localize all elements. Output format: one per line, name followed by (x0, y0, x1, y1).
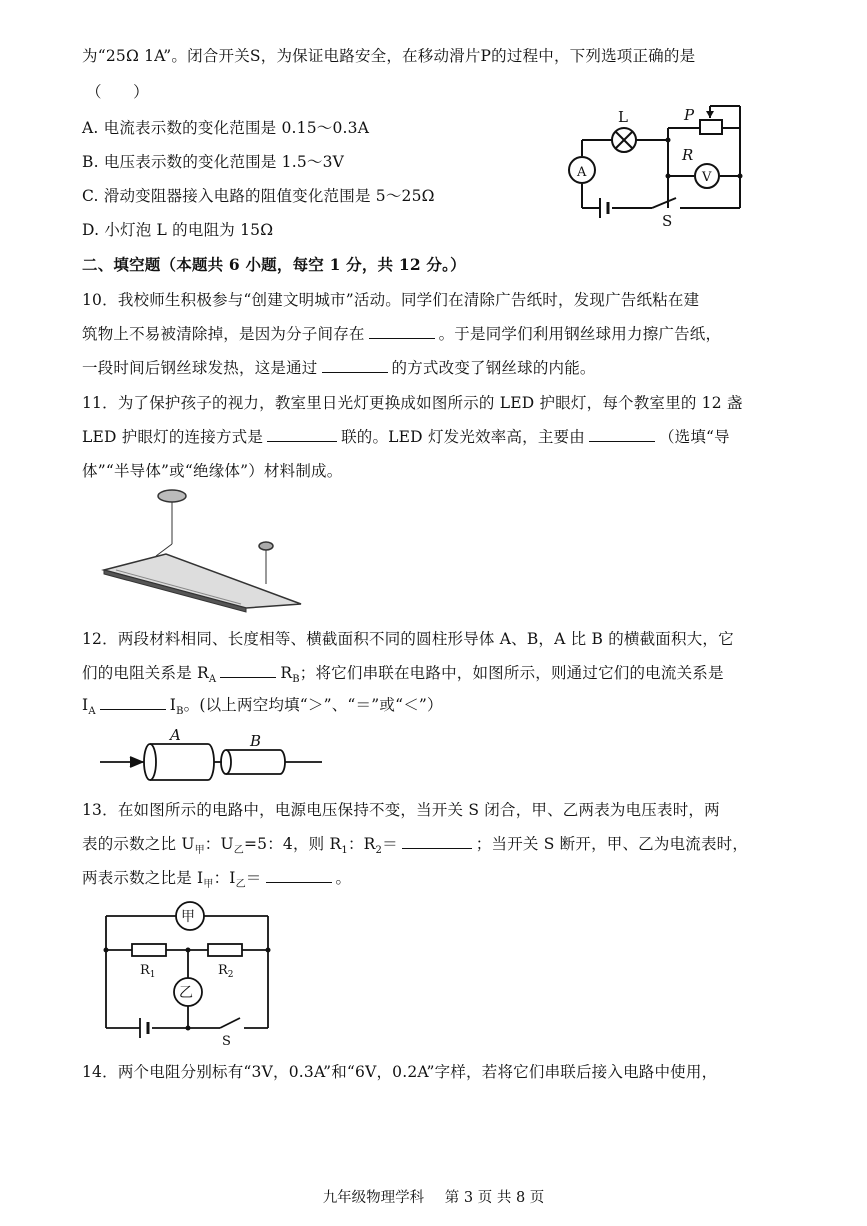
ammeter-label: A (577, 165, 587, 180)
q11-line1: 11．为了保护孩子的视力，教室里日光灯更换成如图所示的 LED 护眼灯，每个教室里的 12 盏 (82, 394, 743, 412)
meter-jia-label: 甲 (181, 909, 195, 925)
q13-text: 两表示数之比是 I (82, 869, 204, 887)
rheostat-label: R (682, 146, 694, 164)
q12-text: I (169, 696, 177, 714)
q9-stem-tail: 为“25Ω 1A”。闭合开关S，为保证电路安全，在移动滑片P的过程中，下列选项正确的是 (82, 47, 696, 65)
q13-text: 表的示数之比 U (82, 835, 195, 853)
q10-text: 一段时间后钢丝球发热，这是通过 (82, 359, 318, 377)
q10-text: 。于是同学们利用钢丝球用力擦广告纸， (438, 325, 722, 343)
subscript: B (292, 674, 300, 686)
q9-circuit-diagram (560, 98, 760, 238)
q13-text: ：R (347, 835, 376, 853)
answer-blank[interactable] (267, 427, 337, 442)
r1-label: $R_1$ (140, 963, 156, 980)
footer-page-number: 第 3 页 共 8 页 (444, 1190, 545, 1206)
subscript: 2 (375, 845, 383, 857)
r2-label: $R_2$ (218, 963, 234, 980)
subscript: B (176, 706, 184, 718)
q11-text: （选填“导 (658, 428, 730, 446)
q11-line2 (82, 425, 730, 447)
answer-blank[interactable] (266, 868, 332, 883)
q12-line2 (82, 661, 724, 685)
q13-line3 (82, 866, 351, 890)
q10-text: 的方式改变了钢丝球的内能。 (391, 359, 596, 377)
answer-blank[interactable] (100, 695, 166, 710)
q14-line1: 14．两个电阻分别标有“3V，0.3A”和“6V，0.2A”字样，若将它们串联后接入电路中使用， (82, 1063, 718, 1081)
subscript: 甲 (194, 845, 205, 857)
footer-subject: 九年级物理学科 (322, 1190, 425, 1206)
answer-blank[interactable] (322, 358, 388, 373)
q13-text: ：U (204, 835, 234, 853)
slider-label: P (684, 106, 695, 124)
answer-blank[interactable] (369, 324, 435, 339)
q13-text: =5：4，则 R (243, 835, 342, 853)
section-heading: 二、填空题（本题共 6 小题，每空 1 分，共 12 分。） (82, 255, 466, 274)
q9-option-a: A. 电流表示数的变化范围是 0.15～0.3A (82, 119, 370, 137)
q13-text: 。 (335, 869, 352, 887)
meter-yi-label: 乙 (179, 985, 193, 1001)
q12-text: ；将它们串联在电路中，如图所示，则通过它们的电流关系是 (299, 664, 724, 682)
q12-line3 (82, 693, 443, 717)
q13-text: ＝ (382, 835, 398, 853)
q11-text: LED 护眼灯的连接方式是 (82, 428, 264, 446)
conductor-a-label: A (170, 728, 181, 744)
q12-text: I (82, 696, 89, 714)
page-footer (0, 1186, 867, 1207)
q12-text: R (280, 664, 293, 682)
answer-blank[interactable] (220, 663, 276, 678)
conductors-diagram (100, 728, 330, 784)
q9-option-c: C. 滑动变阻器接入电路的阻值变化范围是 5～25Ω (82, 187, 435, 205)
resistor-r1-symbol (132, 944, 166, 956)
switch-label: S (662, 212, 673, 230)
q11-line3: 体”“半导体”或“绝缘体”）材料制成。 (82, 462, 343, 480)
q10-line3 (82, 356, 596, 378)
q12-text: 们的电阻关系是 R (82, 664, 209, 682)
q12-text: 。(以上两空均填“＞”、“＝”或“＜”） (183, 696, 443, 714)
q9-answer-paren: （ ） (86, 83, 149, 101)
voltmeter-label: V (702, 170, 712, 185)
subscript: A (88, 706, 96, 718)
answer-blank[interactable] (402, 834, 472, 849)
switch-label: S (222, 1034, 231, 1048)
q9-option-d: D. 小灯泡 L 的电阻为 15Ω (82, 221, 274, 239)
q11-text: 联的。LED 灯发光效率高，主要由 (341, 428, 585, 446)
q10-line2 (82, 322, 721, 344)
resistor-r2-symbol (208, 944, 242, 956)
q13-text: ：I (213, 869, 236, 887)
rheostat-symbol (700, 120, 722, 134)
q13-circuit-diagram (100, 898, 280, 1048)
subscript: 乙 (235, 879, 246, 891)
q13-line2 (82, 832, 748, 856)
subscript: 甲 (203, 879, 214, 891)
q10-text: 筑物上不易被清除掉，是因为分子间存在 (82, 325, 365, 343)
q10-line1: 10．我校师生积极参与“创建文明城市”活动。同学们在清除广告纸时，发现广告纸粘在建 (82, 291, 700, 309)
answer-blank[interactable] (589, 427, 655, 442)
subscript: A (208, 674, 217, 686)
q13-text: ；当开关 S 断开，甲、乙为电流表时， (475, 835, 749, 853)
subscript: 乙 (233, 845, 244, 857)
q13-text: ＝ (245, 869, 262, 887)
led-lamp-illustration (96, 484, 316, 614)
conductor-b-label: B (250, 732, 262, 750)
q12-line1: 12．两段材料相同、长度相等、横截面积不同的圆柱形导体 A、B，A 比 B 的横截面积大，它 (82, 630, 734, 648)
lamp-label: L (618, 108, 628, 126)
q9-option-b: B. 电压表示数的变化范围是 1.5～3V (82, 153, 345, 171)
q13-line1: 13．在如图所示的电路中，电源电压保持不变，当开关 S 闭合，甲、乙两表为电压表时，两 (82, 801, 720, 819)
subscript: 1 (341, 845, 348, 857)
